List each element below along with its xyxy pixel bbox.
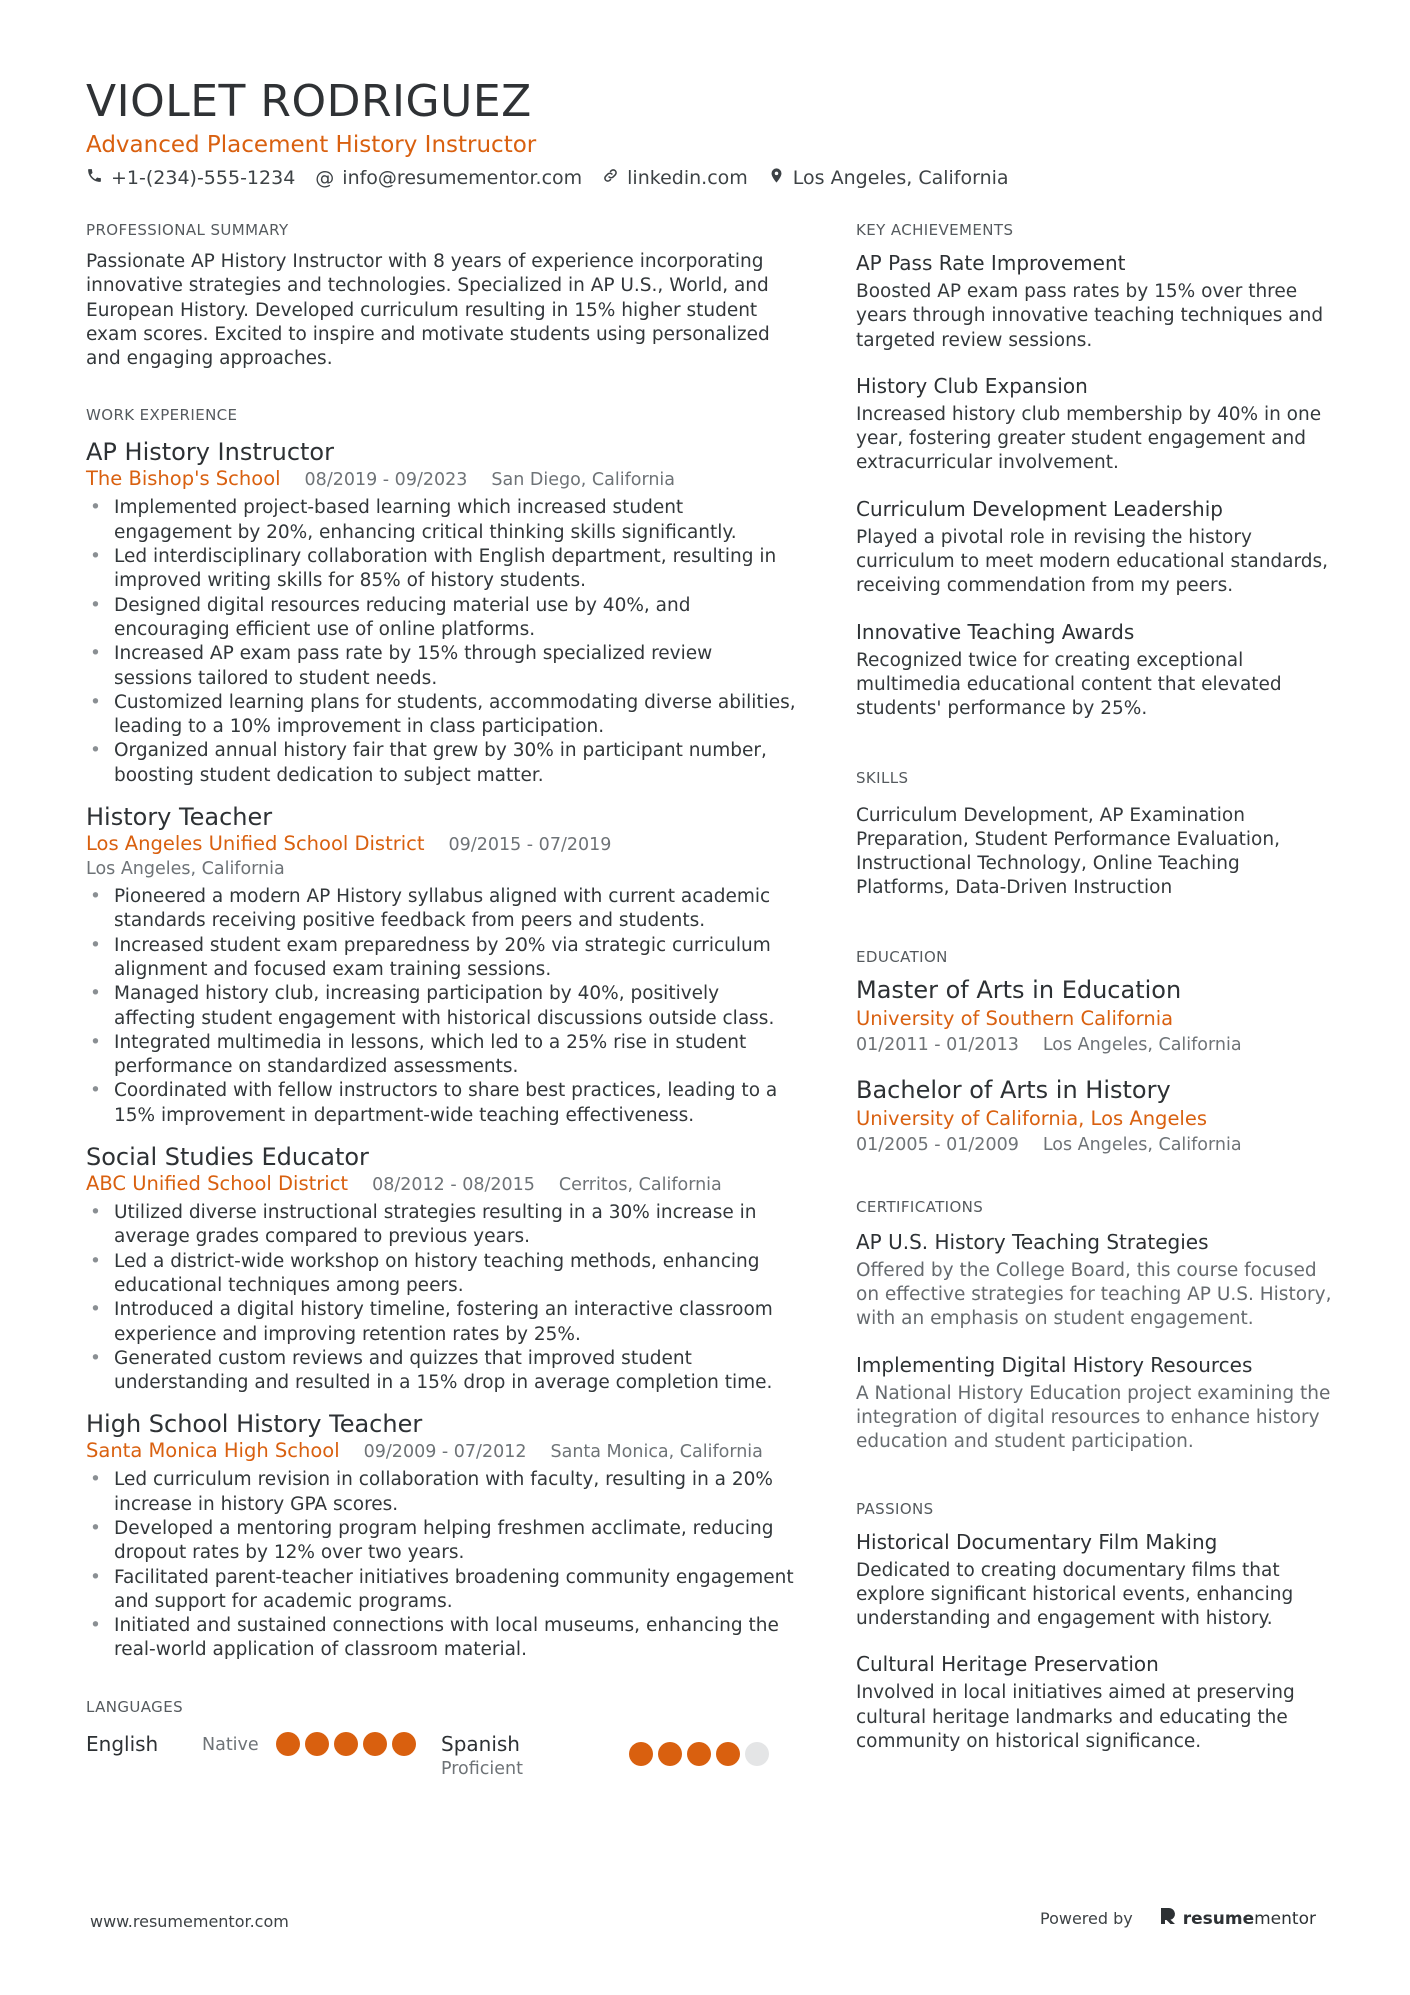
rating-dot-filled xyxy=(305,1732,329,1756)
achievement-item xyxy=(856,496,1334,599)
bullet-item: • Led a district-wide workshop on history teaching methods, enhancing educational techniques among peers. xyxy=(86,1250,796,1299)
left-column xyxy=(86,220,796,1781)
education-heading: EDUCATION xyxy=(856,947,948,966)
job-entry xyxy=(86,437,796,788)
rating-dot-filled xyxy=(716,1742,740,1766)
certification-title: Implementing Digital History Resources xyxy=(856,1352,1253,1377)
achievement-item xyxy=(856,373,1334,476)
education-school: University of California, Los Angeles xyxy=(856,1106,1208,1130)
achievement-title: Curriculum Development Leadership xyxy=(856,496,1223,521)
location-text: Los Angeles, California xyxy=(792,167,1009,189)
bullet-item: • Implemented project-based learning which increased student engagement by 20%, enhancing critical thinking skills significantly. xyxy=(86,496,796,545)
education-item xyxy=(856,975,1334,1057)
passion-item xyxy=(856,1651,1334,1754)
certifications-heading: CERTIFICATIONS xyxy=(856,1197,984,1216)
bullet-item: • Led curriculum revision in collaboration with faculty, resulting in a 20% increase in history GPA scores. xyxy=(86,1468,796,1517)
education-dates: 01/2005 - 01/2009 xyxy=(856,1134,1019,1155)
passion-desc: Involved in local initiatives aimed at preserving cultural heritage landmarks and educating the community on historical significance. xyxy=(856,1682,1295,1753)
education-item xyxy=(856,1075,1334,1157)
bullet-item: • Initiated and sustained connections with local museums, enhancing the real-world application of classroom material. xyxy=(86,1614,796,1663)
education-section xyxy=(856,947,1334,1157)
rating-dot-filled xyxy=(276,1732,300,1756)
skills-heading: SKILLS xyxy=(856,768,909,787)
candidate-title: Advanced Placement History Instructor xyxy=(86,132,537,158)
achievement-title: AP Pass Rate Improvement xyxy=(856,251,1126,275)
language-level: Native xyxy=(202,1734,259,1755)
rating-dot-empty xyxy=(745,1742,769,1766)
passion-title: Cultural Heritage Preservation xyxy=(856,1652,1159,1677)
achievements-heading: KEY ACHIEVEMENTS xyxy=(856,221,1014,239)
achievement-title: Innovative Teaching Awards xyxy=(856,619,1135,644)
certifications-section xyxy=(856,1197,1334,1455)
job-location: Los Angeles, California xyxy=(86,859,285,880)
brand-name-bold: resume xyxy=(1182,1908,1255,1929)
education-dates: 01/2011 - 01/2013 xyxy=(856,1034,1019,1055)
certification-item xyxy=(856,1229,1334,1332)
education-degree: Bachelor of Arts in History xyxy=(856,1075,1171,1104)
language-rating xyxy=(276,1731,416,1781)
bullet-item: • Designed digital resources reducing material use by 40%, and encouraging efficient use of online platforms. xyxy=(86,594,796,643)
education-location: Los Angeles, California xyxy=(1042,1034,1242,1055)
job-title: High School History Teacher xyxy=(86,1410,423,1439)
achievement-desc: Recognized twice for creating exceptional multimedia educational content that elevated students' performance by 25%. xyxy=(856,649,1282,720)
phone-text: +1-(234)-555-1234 xyxy=(111,167,296,189)
achievement-desc: Boosted AP exam pass rates by 15% over three years through innovative teaching techniques and targeted review sessions. xyxy=(856,281,1324,351)
footer-branding xyxy=(1040,1906,1316,1931)
job-location: San Diego, California xyxy=(491,470,676,491)
job-title: History Teacher xyxy=(86,803,273,832)
candidate-name: VIOLET RODRIGUEZ xyxy=(86,76,532,127)
bullet-item: • Pioneered a modern AP History syllabus aligned with current academic standards receiving positive feedback from peers and students. xyxy=(86,885,796,934)
brand-logo[interactable] xyxy=(1159,1906,1316,1931)
rating-dot-filled xyxy=(658,1742,682,1766)
phone-icon xyxy=(86,164,103,192)
certification-desc: Offered by the College Board, this course focused on effective strategies for teaching AP U.S. History, with an emphasis on student engagement. xyxy=(856,1259,1332,1330)
job-meta xyxy=(86,1439,796,1464)
certification-title: AP U.S. History Teaching Strategies xyxy=(856,1229,1209,1254)
location-pin-icon xyxy=(768,164,785,192)
summary-text: Passionate AP History Instructor with 8 years of experience incorporating innovative strategies and technologies. Specialized in AP U.S., World, and European History. Developed curriculum resulting in 15% higher student exam scores. Excited to inspire and motivate students using personalized and engaging approaches. xyxy=(86,251,770,370)
powered-by-label: Powered by xyxy=(1040,1909,1133,1928)
right-column xyxy=(856,220,1334,1754)
bullet-item: • Utilized diverse instructional strategies resulting in a 30% increase in average grades compared to previous years. xyxy=(86,1201,796,1250)
job-title: Social Studies Educator xyxy=(86,1143,369,1172)
footer-website[interactable]: www.resumementor.com xyxy=(90,1912,289,1931)
job-dates: 08/2012 - 08/2015 xyxy=(372,1175,535,1196)
achievements-section xyxy=(856,220,1334,722)
languages-section xyxy=(86,1697,796,1781)
passion-desc: Dedicated to creating documentary films that explore significant historical events, enhancing understanding and engagement with history. xyxy=(856,1559,1294,1630)
job-bullets xyxy=(86,1201,796,1395)
passion-title: Historical Documentary Film Making xyxy=(856,1529,1218,1554)
education-degree: Master of Arts in Education xyxy=(856,975,1182,1004)
job-title: AP History Instructor xyxy=(86,438,334,467)
job-dates: 09/2015 - 07/2019 xyxy=(448,835,612,856)
job-bullets xyxy=(86,1468,796,1662)
language-item xyxy=(86,1731,441,1781)
language-rating xyxy=(629,1731,769,1781)
job-meta xyxy=(86,832,796,857)
job-location: Santa Monica, California xyxy=(550,1442,763,1463)
bullet-item: • Led interdisciplinary collaboration with English department, resulting in improved writing skills for 85% of history students. xyxy=(86,545,796,594)
job-entry xyxy=(86,1142,796,1395)
skills-text: Curriculum Development, AP Examination Preparation, Student Performance Evaluation, Instructional Technology, Online Teaching Platforms, Data-Driven Instruction xyxy=(856,804,1280,899)
resume-header xyxy=(86,76,1326,192)
rating-dot-filled xyxy=(629,1742,653,1766)
link-icon xyxy=(602,164,619,192)
contact-location xyxy=(768,164,1009,192)
language-name: English xyxy=(86,1731,159,1756)
achievement-title: History Club Expansion xyxy=(856,373,1088,398)
job-bullets xyxy=(86,885,796,1128)
job-entry xyxy=(86,1409,796,1662)
bullet-item: • Customized learning plans for students, accommodating diverse abilities, leading to a 10% improvement in class participation. xyxy=(86,691,796,740)
languages-heading: LANGUAGES xyxy=(86,1697,184,1716)
bullet-item: • Increased AP exam pass rate by 15% through specialized review sessions tailored to student needs. xyxy=(86,642,796,691)
achievement-desc: Played a pivotal role in revising the history curriculum to meet modern educational standards, receiving commendation from my peers. xyxy=(856,526,1329,597)
language-level: Proficient xyxy=(441,1758,523,1779)
job-dates: 09/2009 - 07/2012 xyxy=(363,1442,527,1463)
summary-section xyxy=(86,220,796,371)
bullet-item: • Increased student exam preparedness by 20% via strategic curriculum alignment and focused exam training sessions. xyxy=(86,934,796,983)
job-meta xyxy=(86,1172,796,1197)
language-name: Spanish xyxy=(441,1731,520,1756)
language-name-block xyxy=(441,1731,629,1781)
contact-row xyxy=(86,164,1326,192)
at-icon: @ xyxy=(315,167,335,189)
achievement-item xyxy=(856,619,1334,722)
brand-mark-icon xyxy=(1159,1906,1177,1931)
achievement-desc: Increased history club membership by 40% in one year, fostering greater student engagement and extracurricular involvement. xyxy=(856,403,1322,474)
job-bullets xyxy=(86,496,796,788)
education-meta xyxy=(856,1033,1334,1057)
summary-heading: PROFESSIONAL SUMMARY xyxy=(86,221,289,239)
passions-section xyxy=(856,1499,1334,1755)
bullet-item: • Organized annual history fair that grew by 30% in participant number, boosting student dedication to subject matter. xyxy=(86,739,796,788)
certification-item xyxy=(856,1352,1334,1455)
education-location: Los Angeles, California xyxy=(1042,1134,1242,1155)
education-school: University of Southern California xyxy=(856,1006,1174,1030)
bullet-item: • Integrated multimedia in lessons, which led to a 25% rise in student performance on standardized assessments. xyxy=(86,1031,796,1080)
job-org: Los Angeles Unified School District xyxy=(86,832,425,856)
rating-dot-filled xyxy=(334,1732,358,1756)
rating-dot-filled xyxy=(687,1742,711,1766)
job-entry xyxy=(86,802,796,1128)
job-org: Santa Monica High School xyxy=(86,1439,340,1463)
bullet-item: • Coordinated with fellow instructors to share best practices, leading to a 15% improvement in department-wide teaching effectiveness. xyxy=(86,1079,796,1128)
contact-phone[interactable] xyxy=(86,164,295,192)
bullet-item: • Introduced a digital history timeline, fostering an interactive classroom experience and improving retention rates by 25%. xyxy=(86,1298,796,1347)
bullet-item: • Developed a mentoring program helping freshmen acclimate, reducing dropout rates by 12% over two years. xyxy=(86,1517,796,1566)
brand-name-light: mentor xyxy=(1254,1908,1316,1929)
contact-email[interactable] xyxy=(315,164,582,192)
achievement-item xyxy=(856,250,1334,353)
education-meta xyxy=(856,1133,1334,1157)
job-org: ABC Unified School District xyxy=(86,1172,349,1196)
bullet-item: • Facilitated parent-teacher initiatives broadening community engagement and support for academic programs. xyxy=(86,1566,796,1615)
experience-section xyxy=(86,405,796,1662)
passion-item xyxy=(856,1529,1334,1632)
language-item xyxy=(441,1731,796,1781)
email-text: info@resumementor.com xyxy=(342,167,583,189)
job-meta xyxy=(86,467,796,492)
contact-linkedin[interactable] xyxy=(602,164,748,192)
job-dates: 08/2019 - 09/2023 xyxy=(304,470,468,491)
job-location: Cerritos, California xyxy=(558,1175,722,1196)
bullet-item: • Generated custom reviews and quizzes that improved student understanding and resulted in a 15% drop in average completion time. xyxy=(86,1347,796,1396)
passions-heading: PASSIONS xyxy=(856,1499,934,1518)
skills-section xyxy=(856,768,1334,901)
experience-heading: WORK EXPERIENCE xyxy=(86,406,238,425)
bullet-item: • Managed history club, increasing participation by 40%, positively affecting student engagement with historical discussions outside class. xyxy=(86,982,796,1031)
certification-desc: A National History Education project examining the integration of digital resources to enhance history education and student participation. xyxy=(856,1382,1331,1453)
linkedin-text: linkedin.com xyxy=(627,167,748,189)
job-org: The Bishop's School xyxy=(86,467,281,491)
rating-dot-filled xyxy=(392,1732,416,1756)
languages-list xyxy=(86,1731,796,1781)
rating-dot-filled xyxy=(363,1732,387,1756)
